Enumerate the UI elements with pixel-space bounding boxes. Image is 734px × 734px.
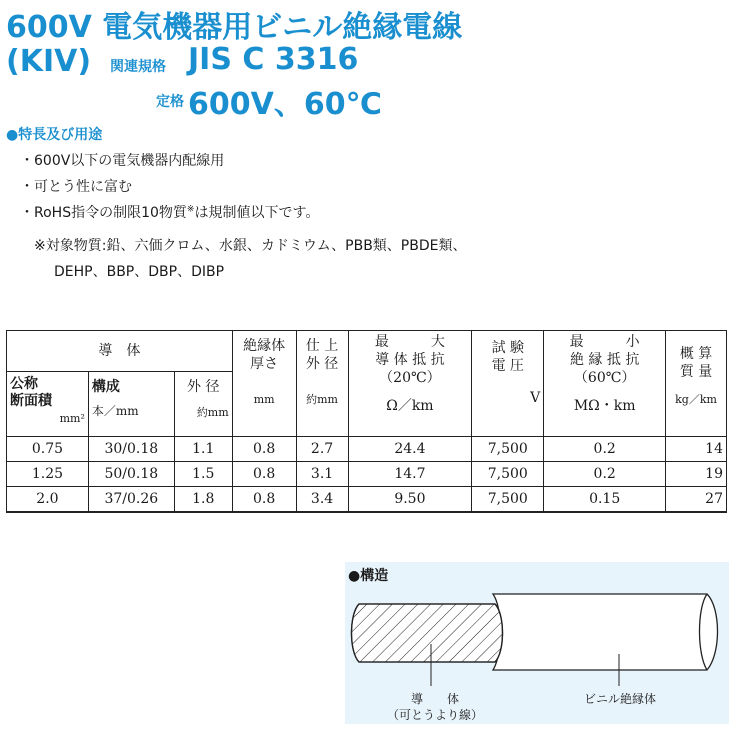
conductor-sublabel: （可とうより線） xyxy=(386,708,483,722)
feature-item-tail: は規制値以下です。 xyxy=(194,205,320,221)
cell-od: 3.4 xyxy=(296,487,348,513)
overall-diameter-header xyxy=(296,331,348,437)
spec-table xyxy=(6,330,727,513)
cell-od: 2.7 xyxy=(296,437,348,462)
structure-heading: ●構造 xyxy=(348,568,389,584)
cell-test-voltage: 7,500 xyxy=(472,437,544,462)
cell-conductor-od: 1.1 xyxy=(174,437,232,462)
substance-note-line2: DEHP、BBP、DBP、DIBP xyxy=(54,264,225,280)
table-row xyxy=(7,462,727,487)
cell-conductor-od: 1.8 xyxy=(174,487,232,513)
composition-label: 構成 xyxy=(91,379,120,395)
insulation-thickness-label: 絶縁体 厚さ xyxy=(243,338,286,372)
conductor-od-header xyxy=(174,372,232,437)
conductor-resistance-label: 最 大 導 体 抵 抗 （20℃） xyxy=(374,334,445,386)
table-header-row xyxy=(7,331,727,372)
cell-weight: 19 xyxy=(666,462,727,487)
table-row xyxy=(7,437,727,462)
area-unit: mm² xyxy=(59,412,85,425)
cell-resistance: 24.4 xyxy=(348,437,472,462)
cell-area: 2.0 xyxy=(7,487,89,513)
conductor-od-label: 外 径 xyxy=(187,379,220,395)
cell-weight: 27 xyxy=(666,487,727,513)
cell-insulation: 0.8 xyxy=(232,437,296,462)
cell-conductor-od: 1.5 xyxy=(174,462,232,487)
conductor-hatch xyxy=(345,602,507,664)
insulation-resistance-unit: MΩ・km xyxy=(573,398,636,414)
cell-insulation: 0.8 xyxy=(232,462,296,487)
conductor-od-unit: 約mm xyxy=(196,406,229,419)
conductor-resistance-unit: Ω／km xyxy=(386,398,434,414)
rating-label: 定格 xyxy=(156,94,184,110)
cell-area: 0.75 xyxy=(7,437,89,462)
area-header xyxy=(7,372,89,437)
insulation-label: ビニル絶縁体 xyxy=(583,692,656,706)
overall-diameter-unit: 約mm xyxy=(306,393,338,406)
insulation-thickness-unit: mm xyxy=(253,393,275,406)
conductor-label: 導 体 xyxy=(410,692,459,706)
feature-item: ・RoHS指令の制限10物質 xyxy=(20,205,187,221)
insulation-resistance-label: 最 小 絶 縁 抵 抗 （60℃） xyxy=(569,334,640,386)
cell-composition: 37/0.26 xyxy=(88,487,174,513)
rating-value: 600V、60℃ xyxy=(188,87,382,122)
cell-resistance: 14.7 xyxy=(348,462,472,487)
overall-diameter-label: 仕 上 外 径 xyxy=(305,338,339,372)
product-code: (KIV) xyxy=(6,44,92,79)
cell-weight: 14 xyxy=(666,437,727,462)
insulation-thickness-header xyxy=(232,331,296,437)
table-row xyxy=(7,487,727,513)
cell-insulation-res: 0.15 xyxy=(544,487,666,513)
test-voltage-header xyxy=(472,331,544,437)
insulation-resistance-header xyxy=(544,331,666,437)
insulation-body xyxy=(493,594,718,670)
cell-insulation-res: 0.2 xyxy=(544,437,666,462)
cell-test-voltage: 7,500 xyxy=(472,487,544,513)
rohs-mark: ※ xyxy=(186,204,195,215)
test-voltage-label: 試 験 電 圧 xyxy=(491,340,525,374)
weight-unit: kg／km xyxy=(675,393,717,406)
cell-od: 3.1 xyxy=(296,462,348,487)
cell-insulation-res: 0.2 xyxy=(544,462,666,487)
page-title: 600V 電気機器用ビニル絶縁電線 xyxy=(6,10,463,45)
feature-item-rohs xyxy=(20,202,319,222)
cell-insulation: 0.8 xyxy=(232,487,296,513)
weight-label: 概 算 質 量 xyxy=(679,346,713,380)
cell-composition: 30/0.18 xyxy=(88,437,174,462)
cell-area: 1.25 xyxy=(7,462,89,487)
weight-header xyxy=(666,331,727,437)
standard-value: JIS C 3316 xyxy=(188,42,359,77)
standard-label: 関連規格 xyxy=(110,59,166,75)
area-label: 公称 断面積 xyxy=(10,376,52,409)
conductor-group-header: 導 体 xyxy=(7,331,233,372)
composition-header xyxy=(88,372,174,437)
substance-note-line1: ※対象物質:鉛、六価クロム、水銀、カドミウム、PBB類、PBDE類、 xyxy=(34,238,467,254)
test-voltage-unit: V xyxy=(530,390,541,406)
composition-unit: 本／mm xyxy=(91,404,139,418)
feature-item: ・可とう性に富む xyxy=(20,179,132,195)
cell-composition: 50/0.18 xyxy=(88,462,174,487)
features-heading: ●特長及び用途 xyxy=(6,127,103,143)
feature-item: ・600V以下の電気機器内配線用 xyxy=(20,153,225,169)
cell-resistance: 9.50 xyxy=(348,487,472,513)
conductor-resistance-header xyxy=(348,331,472,437)
cell-test-voltage: 7,500 xyxy=(472,462,544,487)
